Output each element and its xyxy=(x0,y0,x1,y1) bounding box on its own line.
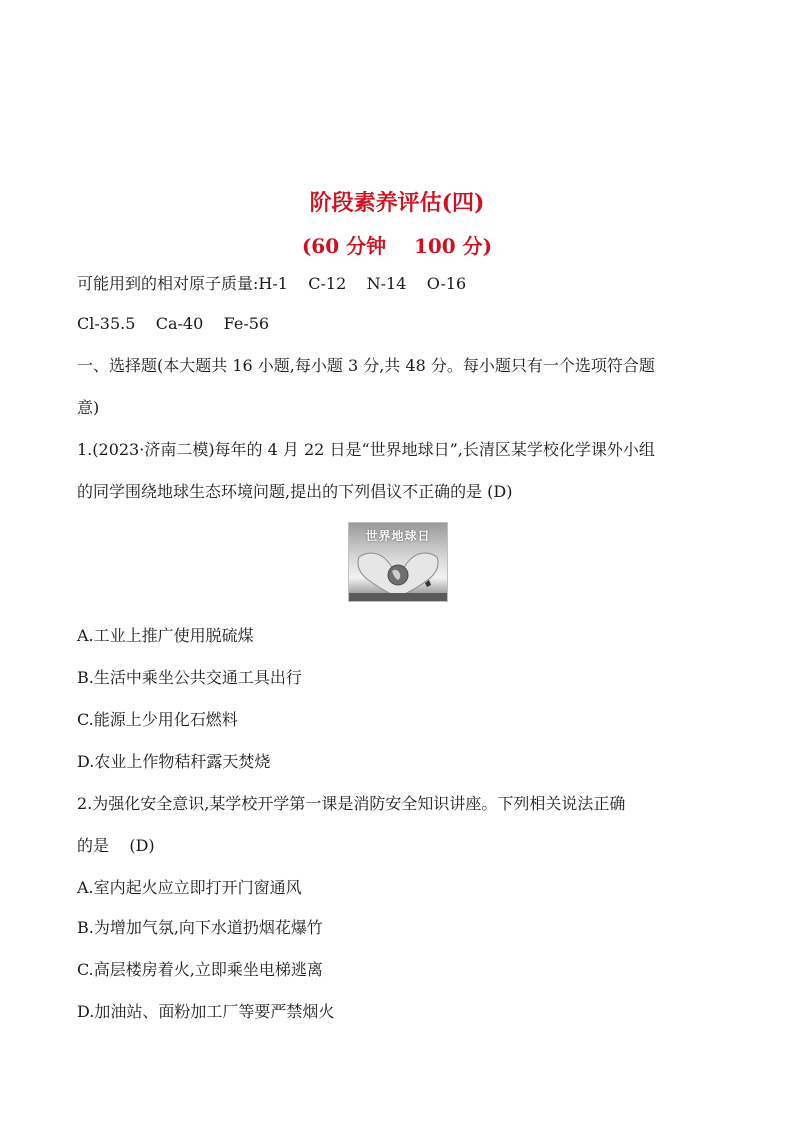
question-1-option-a: A.工业上推广使用脱硫煤 xyxy=(77,626,254,645)
question-2-option-c: C.高层楼房着火,立即乘坐电梯逃离 xyxy=(77,960,323,979)
question-1-option-d: D.农业上作物秸秆露天焚烧 xyxy=(77,752,271,771)
question-2-option-a: A.室内起火应立即打开门窗通风 xyxy=(77,878,302,897)
page-subtitle: (60 分钟 100 分) xyxy=(301,234,493,258)
atomic-mass-line-2: Cl-35.5 Ca-40 Fe-56 xyxy=(77,314,270,333)
earth-day-image xyxy=(348,522,448,602)
question-2-option-b: B.为增加气氛,向下水道扔烟花爆竹 xyxy=(77,918,323,937)
atomic-mass-line-1: 可能用到的相对原子质量:H-1 C-12 N-14 O-16 xyxy=(77,274,467,293)
section-heading-line-2: 意) xyxy=(77,398,100,417)
question-1-stem-line-2: 的同学围绕地球生态环境问题,提出的下列倡议不正确的是 (D) xyxy=(77,482,513,501)
question-2-stem-line-1: 2.为强化安全意识,某学校开学第一课是消防安全知识讲座。下列相关说法正确 xyxy=(77,794,626,813)
question-2-option-d: D.加油站、面粉加工厂等要严禁烟火 xyxy=(77,1002,335,1021)
question-1-stem-line-1: 1.(2023·济南二模)每年的 4 月 22 日是“世界地球日”,长清区某学校化学课外小组 xyxy=(77,440,655,459)
question-2-stem-line-2: 的是 (D) xyxy=(77,836,155,855)
question-1-option-c: C.能源上少用化石燃料 xyxy=(77,710,238,729)
page-title: 阶段素养评估(四) xyxy=(309,190,485,216)
earth-day-banner: 世界地球日 xyxy=(365,529,431,543)
question-1-option-b: B.生活中乘坐公共交通工具出行 xyxy=(77,668,302,687)
section-heading-line-1: 一、选择题(本大题共 16 小题,每小题 3 分,共 48 分。每小题只有一个选项符合题 xyxy=(77,356,655,375)
